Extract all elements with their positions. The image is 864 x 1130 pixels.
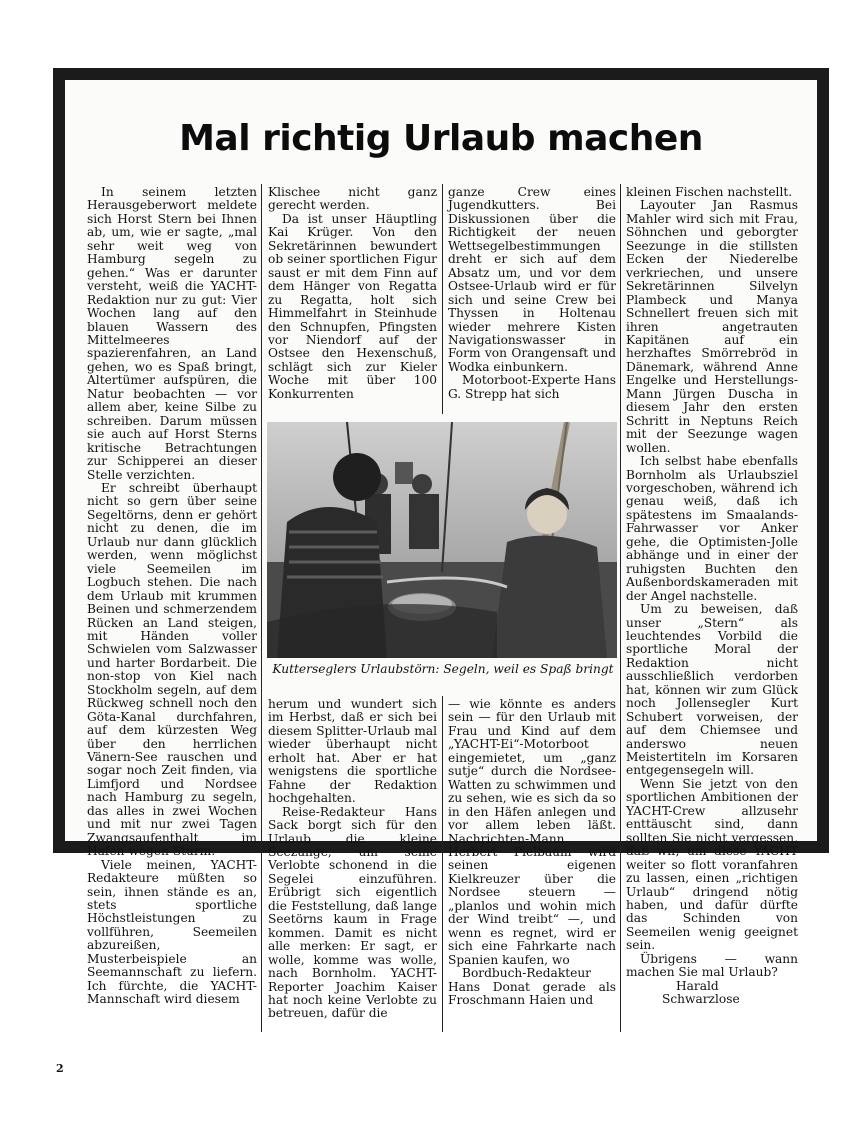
- paragraph: ganze Crew eines Jugendkutters. Bei Diskussionen über die Richtigkeit der neuen Wettsegelbestimmungen dreht er sich auf dem Absatz um, und vor dem Ostsee-Urlaub wird er für sich und seine Crew bei Thyssen in Holtenau wieder mehrere Kisten Navigationswasser in Form von Orangensaft und Wodka einbunkern.: [448, 185, 616, 374]
- photo-illustration: [267, 422, 617, 658]
- article-column-1: [87, 186, 257, 1007]
- sailing-crew-photo: [267, 422, 617, 658]
- article-column-2-continued: [268, 698, 437, 1021]
- paragraph: Er schreibt überhaupt nicht so gern über seine Segeltörns, denn er gehört nicht zu denen, die im Urlaub nur dann glücklich werden, wenn möglichst viele Seemeilen im Logbuch stehen. Die nach dem Urlaub mit krummen Beinen und schmerzendem Rücken an Land steigen, mit Händen voller Schwielen vom Salzwasser und harter Bordarbeit. Die non-stop von Kiel nach Stockholm segeln, auf dem Rückweg schnell noch den Göta-Kanal durchfahren, auf dem kürzesten Weg über den herrlichen Vänern-See rauschen und sogar noch Zeit finden, via Limfjord und Nordsee nach Hamburg zu segeln, das alles in zwei Wochen und mit nur zwei Tagen Zwangsaufenthalt im Hafen wegen Sturm.: [87, 480, 257, 859]
- paragraph: Klischee nicht ganz gerecht werden.: [268, 185, 437, 213]
- photo-caption: Kutterseglers Urlaubstörn: Segeln, weil es Spaß bringt: [272, 662, 614, 676]
- column-divider: [620, 184, 621, 1032]
- article-column-3-continued: [448, 698, 616, 1007]
- paragraph: Übrigens — wann machen Sie mal Urlaub?: [626, 951, 798, 980]
- column-divider: [442, 184, 443, 414]
- paragraph: Reise-Redakteur Hans Sack borgt sich für den Urlaub die kleine Seezunge, um seine Verlobte schonend in die Segelei einzuführen. Erübrigt sich eigentlich die Feststellung, daß lange Seetörns kaum in Frage kommen. Damit es nicht alle merken: Er sagt, er wolle, komme was wolle, nach Bornholm. YACHT-Reporter Joachim Kaiser hat noch keine Verlobte zu betreuen, dafür die: [268, 804, 437, 1021]
- article-headline: Mal richtig Urlaub machen: [179, 118, 703, 159]
- column-divider: [442, 696, 443, 1032]
- paragraph: Da ist unser Häuptling Kai Krüger. Von den Sekretärinnen bewundert ob seiner sportlichen Figur saust er mit dem Finn auf dem Hänger von Regatta zu Regatta, holt sich Himmelfahrt in Steinhude den Schnupfen, Pfingsten vor Niendorf auf der Ostsee den Hexenschuß, schlägt sich zur Kieler Woche mit über 100 Konkurrenten: [268, 211, 437, 401]
- article-column-2: [268, 186, 437, 401]
- paragraph: Um zu beweisen, daß unser „Stern“ als leuchtendes Vorbild die sportliche Moral der Redaktion nicht ausschließlich verdorben hat, können wir zum Glück noch Jollensegler Kurt Schubert vorweisen, der auf dem Chiemsee und anderswo neuen Meistertiteln im Korsaren entgegensegeln will.: [626, 602, 798, 778]
- author-signature: Harald Schwarzlose: [662, 978, 740, 1007]
- paragraph: In seinem letzten Herausgeberwort meldete sich Horst Stern bei Ihnen ab, um, wie er sagte, „mal sehr weit weg von Hamburg segeln zu gehen.“ Was er darunter versteht, weiß die YACHT-Redaktion nur zu gut: Vier Wochen lang auf den blauen Wassern des Mittelmeeres spazierenfahren, an Land gehen, wo es Spaß bringt, Altertümer aufspüren, die Natur beobachten — vor allem aber, keine Silbe zu schreiben. Darum müssen sie auch auf Horst Sterns kritische Betrachtungen zur Schipperei an dieser Stelle verzichten.: [87, 185, 257, 482]
- paragraph: Viele meinen, YACHT-Redakteure müßten so sein, ihnen stände es an, stets sportliche Höchstleistungen zu vollführen, Seemeilen abzureißen, Musterbeispiele an Seemannschaft zu liefern. Ich fürchte, die YACHT-Mannschaft wird diesem: [87, 857, 257, 1007]
- paragraph: Ich selbst habe ebenfalls Bornholm als Urlaubsziel vorgeschoben, während ich genau weiß, daß ich spätestens im Smaalands-Fahrwasser vor Anker gehe, die Optimisten-Jolle abhänge und in einer der ruhigsten Buchten den Außenbordskameraden mit der Angel nachstelle.: [626, 454, 798, 603]
- paragraph: Wenn Sie jetzt von den sportlichen Ambitionen der YACHT-Crew allzusehr enttäuscht sind, dann sollten Sie nicht vergessen, daß wir, um diese YACHT weiter so flott voranfahren zu lassen, einen „richtigen Urlaub“ dringend nötig haben, und dafür dürfte das Schinden von Seemeilen wenig geeignet sein.: [626, 776, 798, 953]
- paragraph: Bordbuch-Redakteur Hans Donat gerade als Froschmann Haien und: [448, 966, 616, 1007]
- article-column-3: [448, 186, 616, 401]
- page-number: 2: [56, 1062, 64, 1075]
- column-divider: [261, 184, 262, 1032]
- paragraph: — wie könnte es anders sein — für den Urlaub mit Frau und Kind auf dem „YACHT-Ei“-Motorboot eingemietet, um „ganz sutje“ durch die Nordsee-Watten zu schwimmen und zu sehen, wie es sich da so in den Häfen anlegen und vor allem leben läßt. Nachrichten-Mann Herbert Pielbaum wird seinen eigenen Kielkreuzer über die Nordsee steuern — „planlos und wohin mich der Wind treibt“ —, und wenn es regnet, wird er sich eine Fahrkarte nach Spanien kaufen, wo: [448, 697, 616, 967]
- paragraph: kleinen Fischen nachstellt.: [626, 185, 793, 199]
- article-column-4: [626, 186, 798, 1007]
- paragraph: herum und wundert sich im Herbst, daß er sich bei diesem Splitter-Urlaub mal wieder überhaupt nicht erholt hat. Aber er hat wenigstens die sportliche Fahne der Redaktion hochgehalten.: [268, 697, 437, 806]
- paragraph: Layouter Jan Rasmus Mahler wird sich mit Frau, Söhnchen und geborgter Seezunge in die stillsten Ecken der Niederelbe verkriechen, und unsere Sekretärinnen Silvelyn Plambeck und Manya Schnellert freuen sich mit ihren angetrauten Kapitänen auf ein herzhaftes Smörrebröd in Dänemark, während Anne Engelke und Herstellungs-Mann Jürgen Duscha in diesem Jahr den ersten Schritt in Neptuns Reich mit der Seezunge wagen wollen.: [626, 198, 798, 455]
- paragraph: Motorboot-Experte Hans G. Strepp hat sich: [448, 373, 616, 401]
